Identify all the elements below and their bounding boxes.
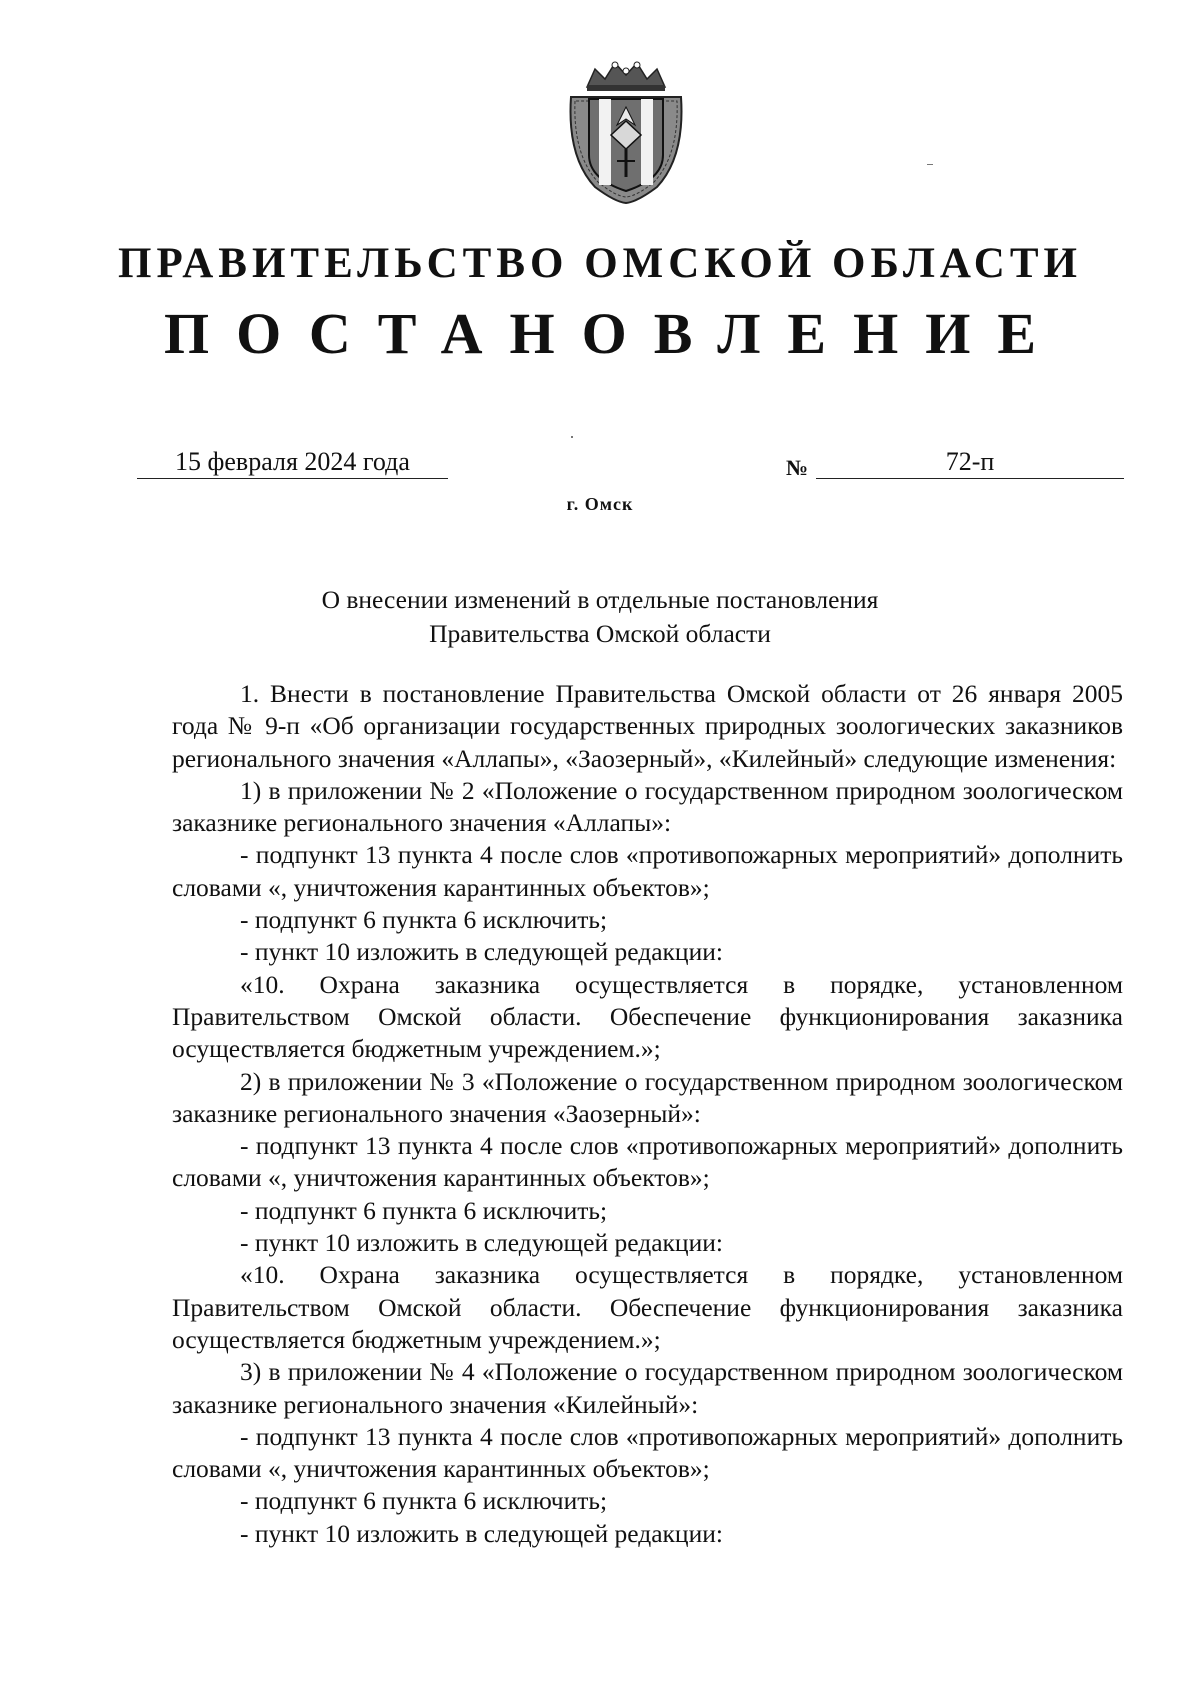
- document-type: ПОСТАНОВЛЕНИЕ: [163, 301, 1064, 366]
- body-paragraph: «10. Охрана заказника осуществляется в порядке, установленном Правительством Омской области. Обеспечение функционирования заказника осуществляется бюджетным учреждением.»;: [172, 1260, 1123, 1354]
- body-paragraph: - подпункт 6 пункта 6 исключить;: [240, 1486, 608, 1516]
- decree-number: 72-п: [816, 446, 1124, 479]
- body-paragraph: - пункт 10 изложить в следующей редакции:: [240, 937, 723, 967]
- body-paragraph: 3) в приложении № 4 «Положение о государственном природном зоологическом заказнике регионального значения «Килейный»:: [172, 1357, 1123, 1419]
- body-paragraph: - подпункт 6 пункта 6 исключить;: [240, 905, 608, 935]
- body-paragraph: «10. Охрана заказника осуществляется в порядке, установленном Правительством Омской области. Обеспечение функционирования заказника осуществляется бюджетным учреждением.»;: [172, 969, 1123, 1064]
- subject-line-2: Правительства Омской области: [429, 619, 771, 648]
- number-sign: №: [786, 455, 809, 480]
- body-paragraph: - подпункт 13 пункта 4 после слов «противопожарных мероприятий» дополнить словами «, уничтожения карантинных объектов»;: [172, 1421, 1123, 1484]
- body-paragraph: 1) в приложении № 2 «Положение о государственном природном зоологическом заказнике регионального значения «Аллапы»:: [172, 775, 1123, 838]
- body-paragraph: 1. Внести в постановление Правительства Омской области от 26 января 2005 года № 9-п «Об организации государственных природных зоологических заказников регионального значения «Аллапы», «Заозерный», «Килейный» следующие изменения:: [172, 679, 1123, 773]
- scan-speck: [927, 164, 933, 165]
- government-name: ПРАВИТЕЛЬСТВО ОМСКОЙ ОБЛАСТИ: [118, 240, 1082, 287]
- body-paragraph: - подпункт 13 пункта 4 после слов «противопожарных мероприятий» дополнить словами «, уничтожения карантинных объектов»;: [172, 840, 1123, 902]
- body-paragraph: - пункт 10 изложить в следующей редакции:: [240, 1228, 723, 1258]
- body-paragraph: - подпункт 13 пункта 4 после слов «противопожарных мероприятий» дополнить словами «, уничтожения карантинных объектов»;: [172, 1131, 1123, 1193]
- scan-speck: [571, 436, 573, 438]
- decree-subject: [0, 583, 1200, 651]
- body-paragraph: - пункт 10 изложить в следующей редакции:: [240, 1518, 723, 1548]
- body-paragraph: - подпункт 6 пункта 6 исключить;: [240, 1195, 608, 1225]
- city: г. Омск: [566, 494, 634, 514]
- subject-line-1: О внесении изменений в отдельные постановления: [321, 585, 879, 614]
- coat-of-arms-icon: [565, 57, 687, 204]
- decree-date: 15 февраля 2024 года: [137, 446, 448, 479]
- decree-body: [172, 678, 1123, 1550]
- body-paragraph: 2) в приложении № 3 «Положение о государственном природном зоологическом заказнике регионального значения «Заозерный»:: [172, 1066, 1123, 1128]
